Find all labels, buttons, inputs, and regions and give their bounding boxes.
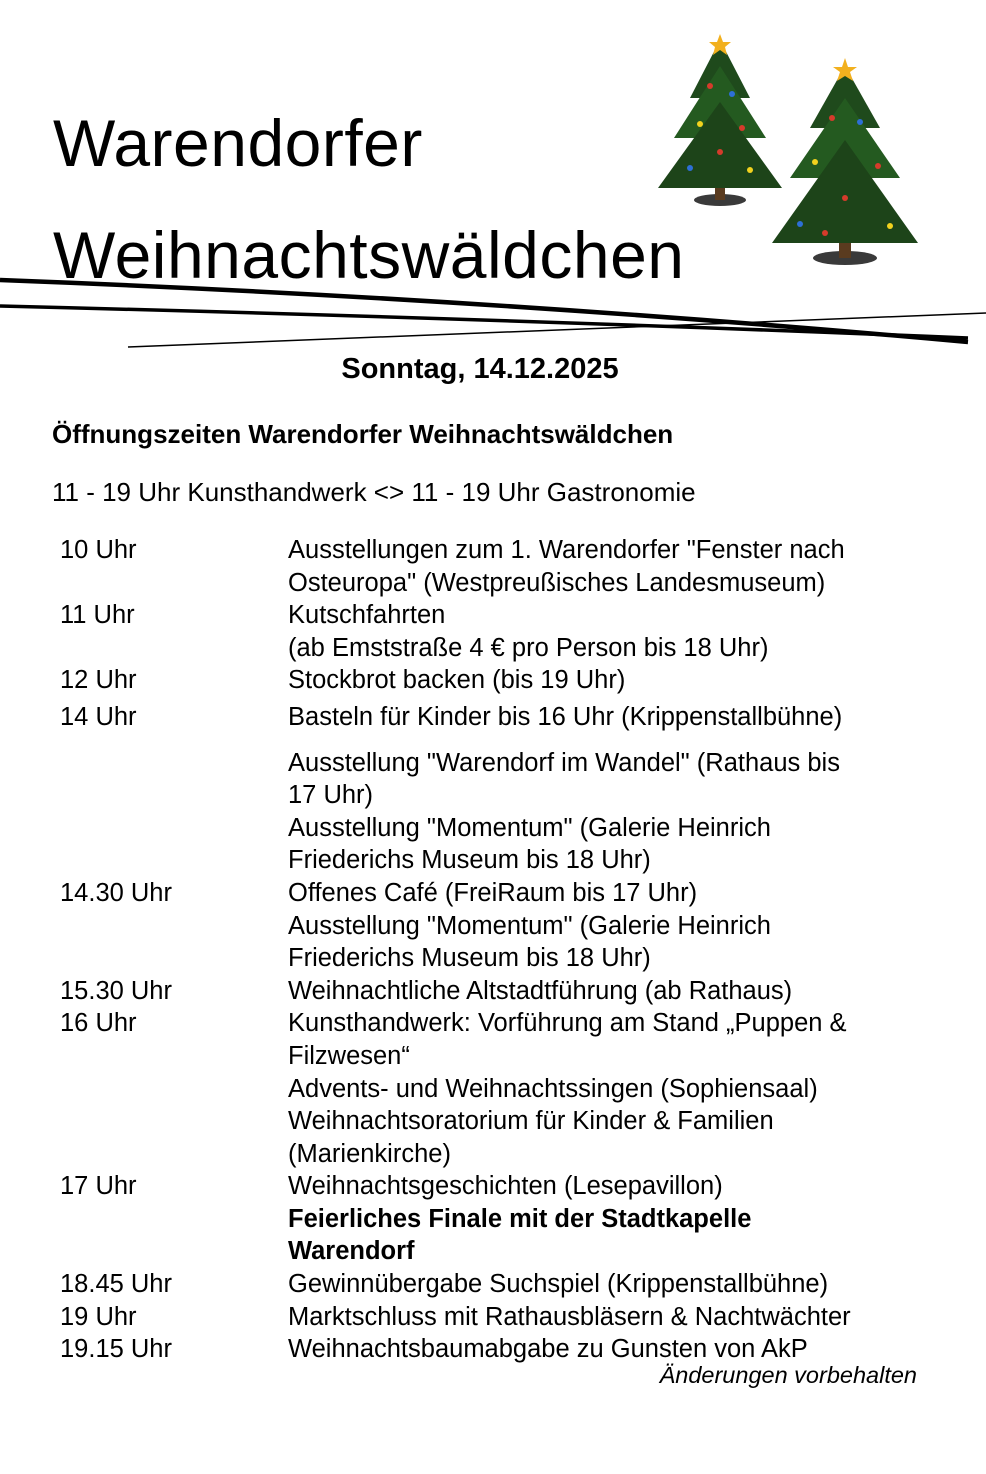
schedule-text: (Marienkirche) (288, 1139, 451, 1168)
schedule-list (60, 534, 940, 1366)
schedule-text: Gewinnübergabe Suchspiel (Krippenstallbühne) (288, 1270, 829, 1299)
schedule-text: Filzwesen“ (288, 1041, 410, 1070)
schedule-time: 12 Uhr (60, 666, 137, 695)
schedule-row (60, 877, 940, 975)
schedule-row (60, 664, 940, 697)
schedule-row (60, 534, 940, 599)
schedule-text: Kutschfahrten (288, 601, 446, 630)
opening-hours-text: 11 - 19 Uhr Kunsthandwerk <> 11 - 19 Uhr Gastronomie (52, 477, 696, 507)
title-line-1: Warendorfer (53, 106, 423, 180)
schedule-time: 11 Uhr (60, 601, 135, 630)
title-line-2: Weihnachtswäldchen (53, 218, 685, 292)
schedule-text: Weihnachtliche Altstadtführung (ab Rathaus) (288, 976, 793, 1005)
decorative-lines (0, 270, 986, 355)
schedule-time: 16 Uhr (60, 1009, 137, 1038)
schedule-highlight-text: Warendorf (288, 1237, 415, 1266)
schedule-time: 19.15 Uhr (60, 1335, 172, 1364)
schedule-text: 17 Uhr) (288, 781, 374, 810)
schedule-time: 19 Uhr (60, 1302, 137, 1331)
schedule-time: 18.45 Uhr (60, 1270, 172, 1299)
schedule-time: 14.30 Uhr (60, 878, 172, 907)
schedule-time: 14 Uhr (60, 702, 137, 731)
schedule-time: 17 Uhr (60, 1172, 137, 1201)
schedule-row (60, 1301, 940, 1334)
christmas-trees-icon (650, 28, 940, 268)
schedule-row (60, 701, 940, 734)
schedule-text: Stockbrot backen (bis 19 Uhr) (288, 666, 626, 695)
schedule-text: Ausstellung "Warendorf im Wandel" (Rathaus bis (288, 748, 840, 777)
schedule-row (60, 975, 940, 1008)
schedule-text: Advents- und Weihnachtssingen (Sophiensaal) (288, 1074, 818, 1103)
schedule-row (60, 599, 940, 664)
opening-hours-heading: Öffnungszeiten Warendorfer Weihnachtswäldchen (52, 419, 674, 449)
schedule-text: Weihnachtsoratorium für Kinder & Familien (288, 1107, 774, 1136)
schedule-text: Ausstellungen zum 1. Warendorfer "Fenster nach (288, 536, 845, 564)
event-date: Sonntag, 14.12.2025 (341, 353, 619, 385)
schedule-time: 10 Uhr (60, 536, 137, 564)
schedule-text: Ausstellung "Momentum" (Galerie Heinrich (288, 911, 771, 940)
schedule-text: Offenes Café (FreiRaum bis 17 Uhr) (288, 878, 698, 907)
schedule-text: Ausstellung "Momentum" (Galerie Heinrich (288, 813, 771, 842)
schedule-row (60, 1268, 940, 1301)
schedule-text: Kunsthandwerk: Vorführung am Stand „Puppen & (288, 1009, 847, 1038)
schedule-text: Friederichs Museum bis 18 Uhr) (288, 846, 651, 875)
schedule-row (60, 747, 940, 877)
schedule-text: Basteln für Kinder bis 16 Uhr (Krippenstallbühne) (288, 702, 843, 731)
schedule-text: Osteuropa" (Westpreußisches Landesmuseum) (288, 568, 826, 597)
schedule-row (60, 1007, 940, 1170)
schedule-time (60, 747, 288, 877)
schedule-text: Weihnachtsgeschichten (Lesepavillon) (288, 1172, 723, 1201)
schedule-text: (ab Emststraße 4 € pro Person bis 18 Uhr) (288, 633, 769, 662)
schedule-time: 15.30 Uhr (60, 976, 172, 1005)
changes-note: Änderungen vorbehalten (659, 1362, 917, 1388)
schedule-text: Marktschluss mit Rathausbläsern & Nachtwächter (288, 1302, 851, 1331)
schedule-row (60, 1170, 940, 1268)
schedule-row (60, 1333, 940, 1366)
schedule-text: Friederichs Museum bis 18 Uhr) (288, 944, 651, 973)
schedule-highlight-text: Feierliches Finale mit der Stadtkapelle (288, 1204, 752, 1233)
schedule-text: Weihnachtsbaumabgabe zu Gunsten von AkP (288, 1335, 808, 1364)
